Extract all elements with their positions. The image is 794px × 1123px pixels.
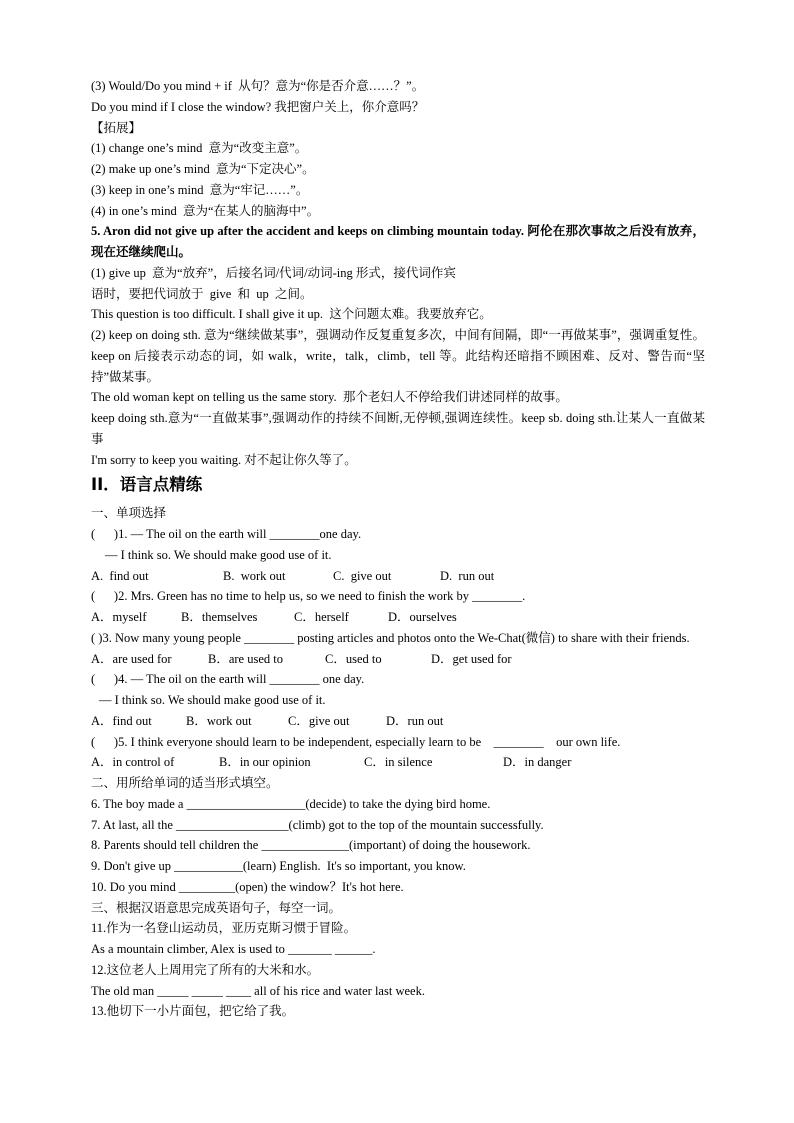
question-4: ( )4. — The oil on the earth will ________ one day.	[91, 672, 365, 687]
question-3: ( )3. Now many young people ________ posting articles and photos onto the We-Chat(微信) to share with their friends.	[91, 630, 690, 645]
option-c: C．give out	[288, 713, 350, 728]
part-title: 一、单项选择	[91, 506, 167, 521]
text-line: This question is too difficult. I shall give it up. 这个问题太难。我要放弃它。	[91, 307, 492, 322]
question-5: ( )5. I think everyone should learn to be independent, especially learn to be ________ our own life.	[91, 734, 621, 749]
option-c: C. give out	[333, 568, 392, 583]
text-line: (4) in one’s mind 意为“在某人的脑海中”。	[91, 203, 320, 218]
option-d: D．get used for	[431, 651, 512, 666]
text-line: Do you mind if I close the window? 我把窗户关上，你介意吗？	[91, 99, 425, 114]
text-line: I'm sorry to keep you waiting. 对不起让你久等了。	[91, 452, 357, 467]
question-6: 6. The boy made a ___________________(decide) to take the dying bird home.	[91, 796, 491, 811]
text-line: (1) give up 意为“放弃”，后接名词/代词/动词-ing 形式，接代词作宾	[91, 265, 456, 280]
question-11-chinese: 11.作为一名登山运动员，亚历克斯习惯于冒险。	[91, 921, 357, 936]
section-label-expand: 【拓展】	[91, 120, 142, 135]
question-1-options	[91, 566, 705, 587]
part-title: 三、根据汉语意思完成英语句子，每空一词。	[91, 900, 342, 915]
text-line: 语时，要把代词放于 give 和 up 之间。	[91, 286, 313, 301]
question-1: ( )1. — The oil on the earth will ________one day.	[91, 527, 362, 541]
text-line: The old woman kept on telling us the same story. 那个老妇人不停给我们讲述同样的故事。	[91, 390, 568, 405]
option-d: D．ourselves	[388, 610, 457, 624]
part-title: 二、用所给单词的适当形式填空。	[91, 776, 279, 790]
question-12-english: The old man _____ _____ ____ all of his rice and water last week.	[91, 983, 425, 998]
question-4-options	[91, 711, 705, 732]
text-line: (1) change one’s mind 意为“改变主意”。	[91, 141, 308, 156]
question-5-options	[91, 752, 705, 773]
option-c: C．in silence	[364, 755, 433, 770]
section-heading: II．语言点精练	[91, 475, 203, 495]
option-b: B．in our opinion	[219, 755, 311, 770]
option-a: A．myself	[91, 610, 147, 624]
question-11-english: As a mountain climber, Alex is used to _______ ______.	[91, 942, 376, 956]
text-line: (3) keep in one’s mind 意为“牢记……”。	[91, 182, 309, 197]
option-c: C．used to	[325, 651, 382, 666]
question-2-options	[91, 607, 705, 628]
text-paragraph: (2) keep on doing sth. 意为“继续做某事”，强调动作反复重复多次，中间有间隔，即“一再做某事”，强调重复性。keep on 后接表示动态的词，如 walk，write，talk，climb，tell 等。此结构还暗指不顾困难、反对、警告而“坚持”做某事。	[91, 328, 705, 384]
text-line: (3) Would/Do you mind + if 从句？意为“你是否介意……？”。	[91, 79, 425, 93]
question-10: 10. Do you mind _________(open) the window？It's hot here.	[91, 879, 404, 894]
question-8: 8. Parents should tell children the ______________(important) of doing the housework.	[91, 838, 531, 853]
option-d: D．run out	[386, 713, 444, 728]
question-7: 7. At last, all the __________________(climb) got to the top of the mountain successfully.	[91, 817, 544, 832]
option-d: D．in danger	[503, 755, 572, 770]
option-a: A．are used for	[91, 651, 172, 666]
question-1-reply: — I think so. We should make good use of it.	[105, 547, 332, 562]
document-page	[91, 76, 705, 1022]
question-2: ( )2. Mrs. Green has no time to help us, so we need to finish the work by ________.	[91, 589, 526, 604]
option-a: A．find out	[91, 713, 152, 728]
question-13-chinese: 13.他切下一小片面包，把它给了我。	[91, 1004, 295, 1019]
option-a: A．in control of	[91, 755, 175, 770]
question-9: 9. Don't give up ___________(learn) English. It's so important, you know.	[91, 859, 466, 873]
question-12-chinese: 12.这位老人上周用完了所有的大米和水。	[91, 962, 320, 977]
option-b: B. work out	[223, 568, 286, 583]
option-c: C．herself	[294, 610, 349, 624]
key-sentence: 5. Aron did not give up after the accident and keeps on climbing mountain today. 阿伦在那次事故之后没有放弃，现在还继续爬山。	[91, 224, 705, 259]
option-b: B．are used to	[208, 651, 283, 666]
text-paragraph: keep doing sth.意为“一直做某事”,强调动作的持续不间断,无停顿,强调连续性。keep sb. doing sth.让某人一直做某事	[91, 411, 705, 446]
option-d: D. run out	[440, 568, 495, 583]
option-a: A. find out	[91, 568, 149, 583]
option-b: B．work out	[186, 713, 252, 728]
option-b: B．themselves	[181, 610, 258, 624]
question-4-reply: — I think so. We should make good use of it.	[99, 693, 326, 707]
text-line: (2) make up one’s mind 意为“下定决心”。	[91, 162, 315, 176]
question-3-options	[91, 649, 705, 670]
